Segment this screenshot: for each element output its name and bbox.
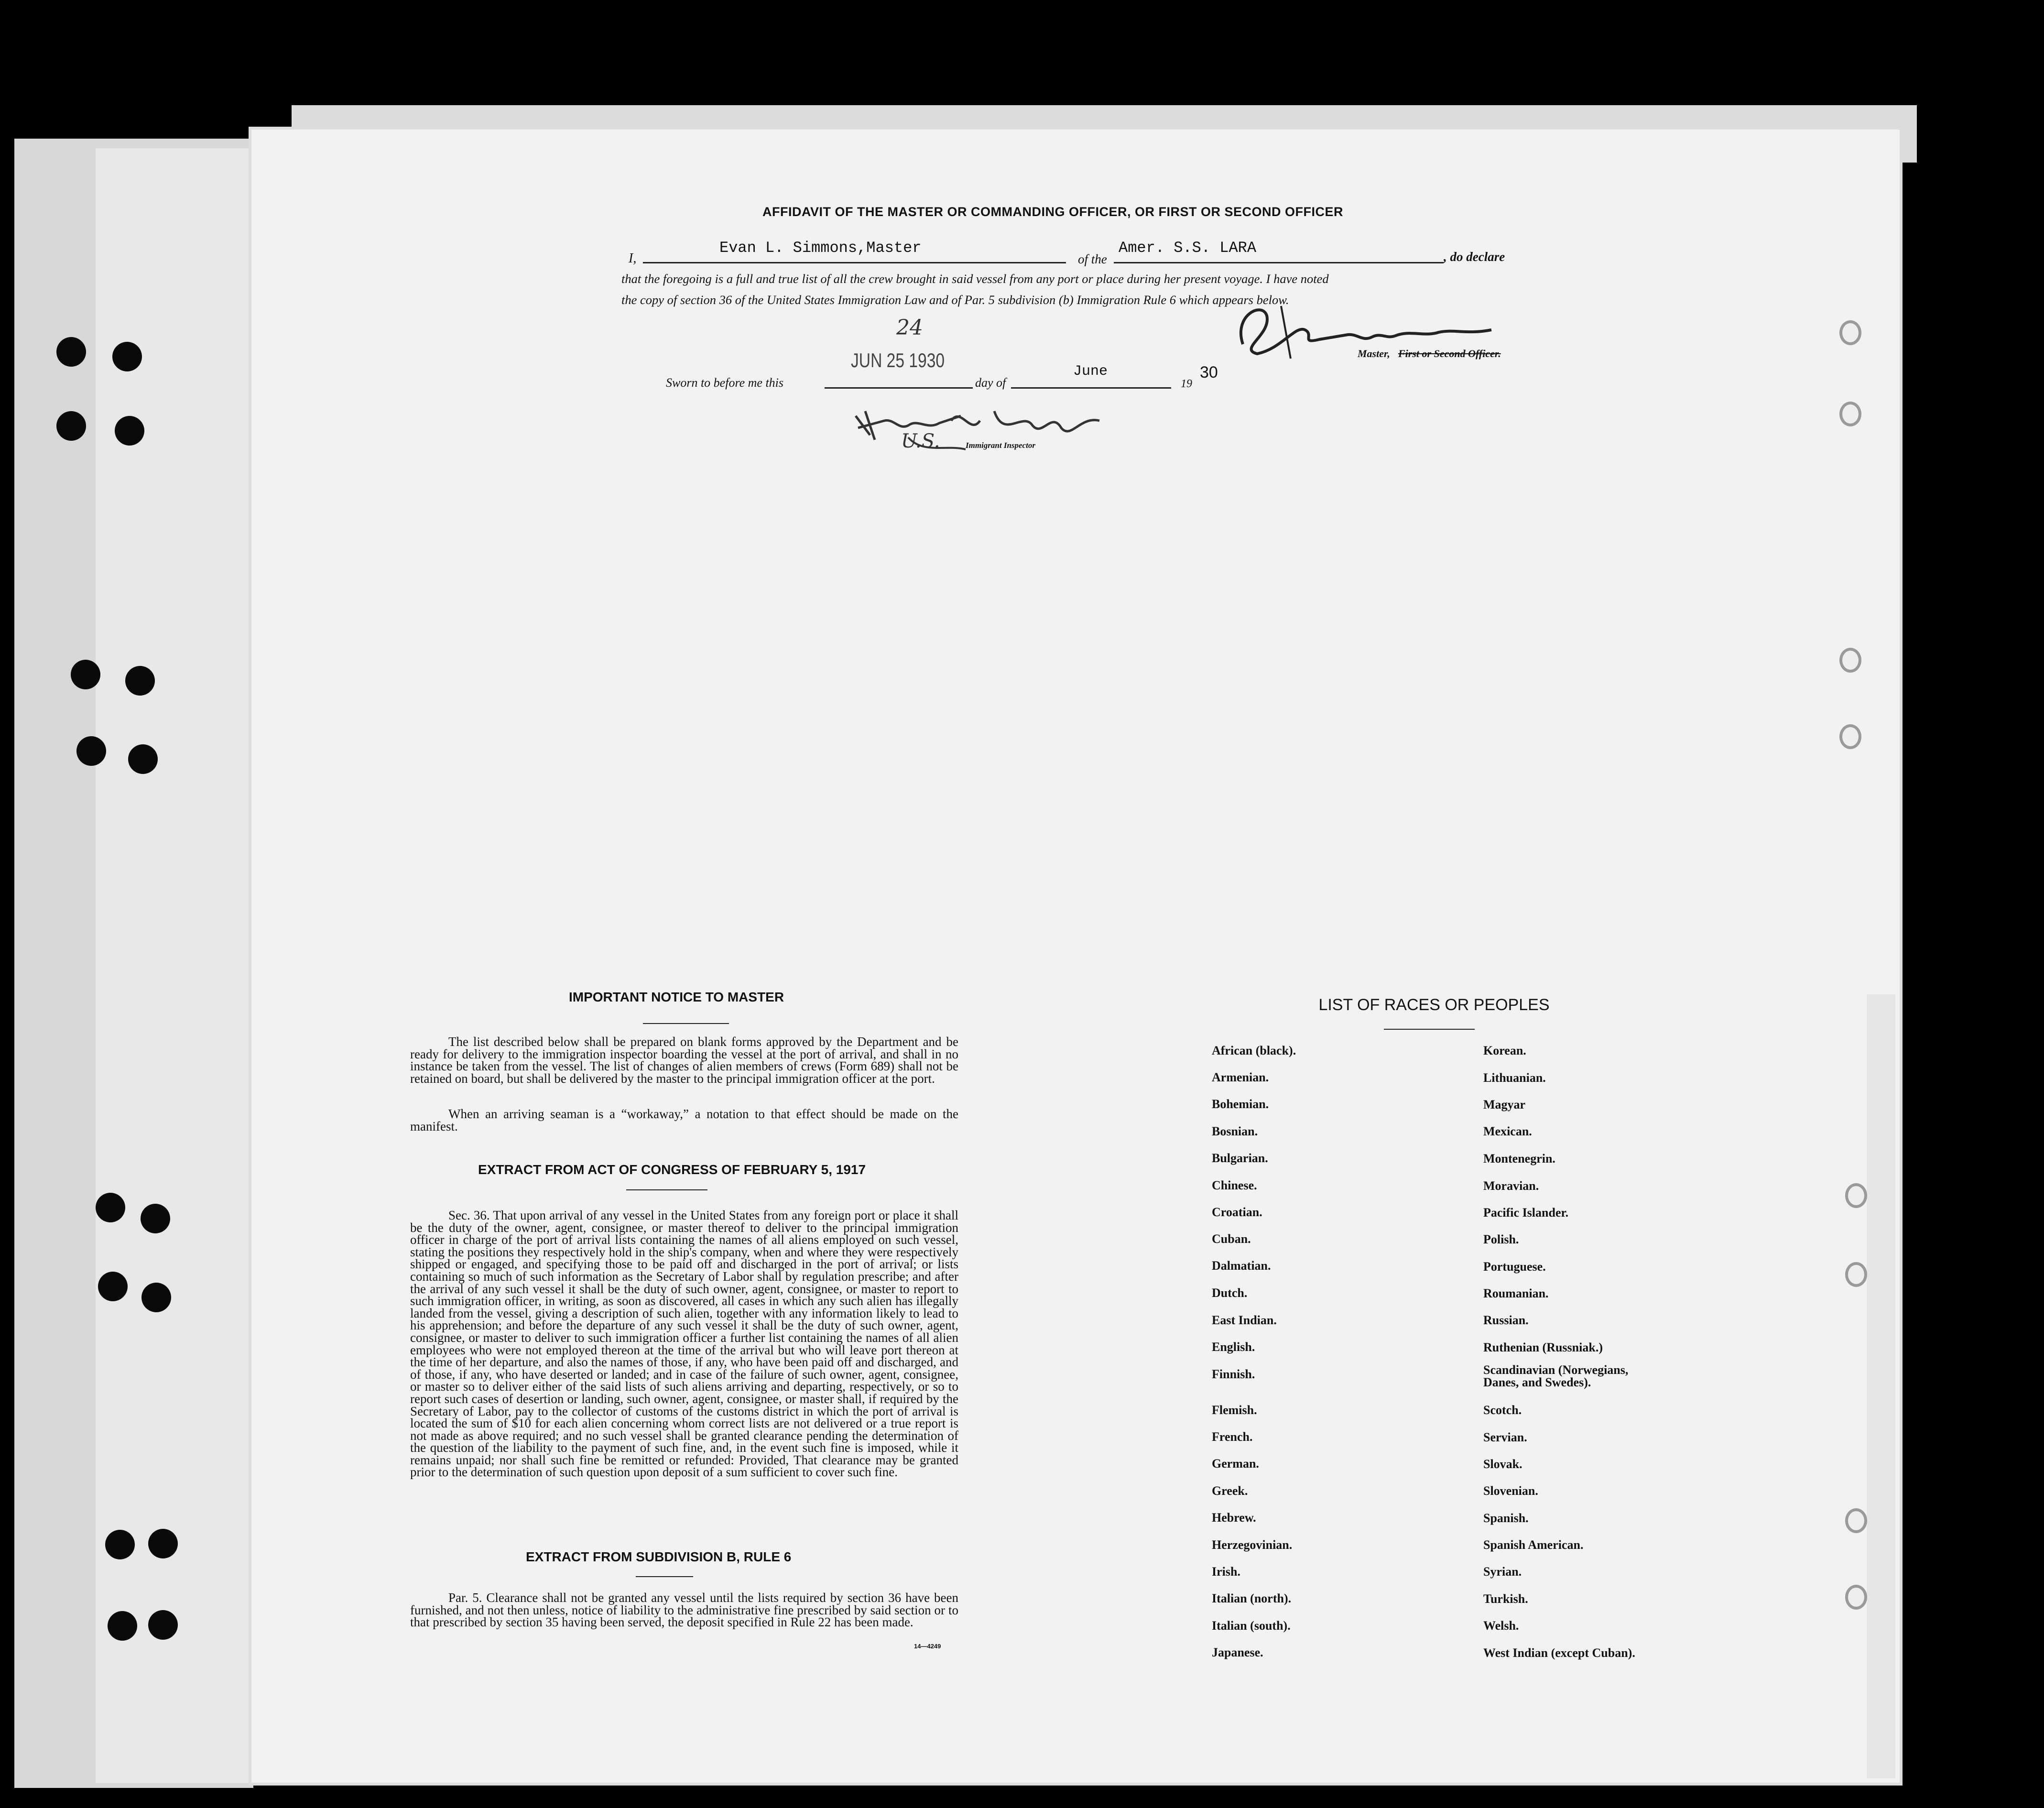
race-item: Bulgarian. bbox=[1212, 1151, 1268, 1165]
affidavit-line-2: that the foregoing is a full and true list of all the crew brought in said vessel from any port or place during her present voyage. I have noted bbox=[621, 272, 1329, 286]
extract-congress-rule bbox=[626, 1189, 707, 1190]
binder-ring bbox=[1845, 1508, 1867, 1533]
race-item: Flemish. bbox=[1212, 1403, 1257, 1417]
binder-hole bbox=[128, 744, 158, 774]
binder-ring bbox=[1839, 724, 1861, 749]
binder-hole bbox=[115, 416, 144, 446]
race-item: Greek. bbox=[1212, 1484, 1248, 1498]
affidavit-line-3: the copy of section 36 of the United States Immigration Law and of Par. 5 subdivision (b) Immigration Rule 6 which appears below. bbox=[621, 293, 1289, 307]
race-item: Slovenian. bbox=[1483, 1484, 1538, 1498]
race-item: Portuguese. bbox=[1483, 1260, 1546, 1274]
race-item: Finnish. bbox=[1212, 1367, 1255, 1381]
race-item: Slovak. bbox=[1483, 1457, 1522, 1471]
month-line bbox=[1011, 387, 1171, 389]
day-number-handwritten: 24 bbox=[896, 316, 923, 340]
month-value: June bbox=[1073, 363, 1108, 380]
form-number: 14—4249 bbox=[914, 1643, 941, 1650]
binder-ring bbox=[1845, 1262, 1867, 1287]
race-item: Cuban. bbox=[1212, 1232, 1251, 1246]
race-item: Herzegovinian. bbox=[1212, 1538, 1293, 1552]
binder-ring bbox=[1845, 1585, 1867, 1610]
vessel-line bbox=[1114, 262, 1444, 263]
race-item: Montenegrin. bbox=[1483, 1152, 1555, 1165]
date-stamp: JUN 25 1930 bbox=[851, 349, 945, 371]
race-item: Lithuanian. bbox=[1483, 1071, 1546, 1085]
race-item: Italian (north). bbox=[1212, 1591, 1292, 1605]
binder-hole bbox=[141, 1204, 170, 1233]
extract-rule-rule bbox=[636, 1576, 693, 1577]
master-caption: Master, bbox=[1358, 348, 1390, 359]
extract-rule-heading: EXTRACT FROM SUBDIVISION B, RULE 6 bbox=[526, 1549, 792, 1564]
do-declare-label: , do declare bbox=[1444, 250, 1505, 264]
binder-hole bbox=[148, 1529, 178, 1558]
race-item: Irish. bbox=[1212, 1565, 1240, 1579]
race-item: Moravian. bbox=[1483, 1179, 1539, 1193]
race-item: Korean. bbox=[1483, 1044, 1526, 1057]
binder-hole bbox=[56, 411, 86, 441]
inspector-caption: Immigrant Inspector bbox=[966, 441, 1035, 450]
extract-rule-text: Par. 5. Clearance shall not be granted any vessel until the lists required by section 36 have been furnished, and not then unless, notice of liability to the administrative fine prescribed by said section or to that prescribed by section 35 having been served, the deposit specified in Rule 22 has been made. bbox=[410, 1590, 958, 1630]
binder-hole bbox=[112, 342, 142, 371]
binder-ring bbox=[1839, 648, 1861, 673]
notice-paragraph-1: The list described below shall be prepared on blank forms approved by the Department and be ready for delivery to the immigration inspector boarding the vessel at the port of arrival, and shall in no instance be taken from the vessel. The list of changes of alien members of crews (Form 689) shall not be retained on board, but shall be delivered by the master to the principal immigration officer at the port. bbox=[410, 1035, 958, 1086]
day-line bbox=[825, 387, 973, 389]
race-item: Croatian. bbox=[1212, 1205, 1262, 1219]
race-item: Magyar bbox=[1483, 1098, 1526, 1111]
race-item: West Indian (except Cuban). bbox=[1483, 1646, 1635, 1660]
race-item: Turkish. bbox=[1483, 1592, 1528, 1606]
race-item: Russian. bbox=[1483, 1313, 1529, 1327]
race-item: Ruthenian (Russniak.) bbox=[1483, 1340, 1603, 1354]
extract-congress-text: Sec. 36. That upon arrival of any vessel in the United States from any foreign port or place it shall be the duty of the owner, agent, consignee, or master thereof to deliver to the principal immigration officer in charge of the port of arrival lists containing the names of all aliens employed on such vessel, stating the positions they respectively hold in the ship's company, when and where they were respectively shipped or engaged, and specifying those to be paid off and discharged in the port of arrival; or lists containing so much of such information as the Secretary of Labor shall by regulation prescribe; and after the arrival of any such vessel it shall be the duty of such owner, agent, consignee, or master to report to such immigration officer, in writing, as soon as discovered, all cases in which any such alien has illegally landed from the vessel, giving a description of such alien, together with any information likely to lead to his apprehension; and before the departure of any such vessel it shall be the duty of such owner, agent, consignee, or master to deliver to such immigration officer a further list containing the names of all alien employees who were not employed thereon at the time of the arrival but who will leave port thereon at the time of her departure, and also the names of those, if any, who have been paid off and discharged, and of those, if any, who have deserted or landed; and in case of the failure of such owner, agent, consignee, or master so to deliver either of the said lists of such aliens arriving and departing, respectively, or so to report such cases of desertion or landing, such owner, agent, consignee, or master shall, if required by the Secretary of Labor, pay to the collector of customs of the customs district in which the port of arrival is located the sum of $10 for each alien concerning whom correct lists are not delivered or a true report is not made as above required; and no such vessel shall be granted clearance pending the determination of the question of the liability to the payment of such fine, and, in the event such fine is imposed, while it remains unpaid; nor shall such fine be remitted or refunded: Provided, That clearance may be granted prior to the determination of such question upon deposit of a sum sufficient to cover such fine. bbox=[410, 1208, 958, 1480]
extract-congress-heading: EXTRACT FROM ACT OF CONGRESS OF FEBRUARY 5, 1917 bbox=[478, 1162, 866, 1177]
race-item: Polish. bbox=[1483, 1232, 1519, 1246]
race-item: Syrian. bbox=[1483, 1565, 1522, 1579]
races-rule bbox=[1384, 1029, 1475, 1030]
race-item: Servian. bbox=[1483, 1430, 1527, 1444]
declaration-prefix: I, bbox=[629, 251, 637, 266]
race-item: Scandinavian (Norwegians, Danes, and Swedes). bbox=[1483, 1363, 1629, 1389]
race-item: African (black). bbox=[1212, 1044, 1296, 1057]
races-heading: LIST OF RACES OR PEOPLES bbox=[1318, 996, 1550, 1014]
notice-paragraph-2: When an arriving seaman is a “workaway,” a notation to that effect should be made on the manifest. bbox=[410, 1107, 958, 1133]
race-item: Hebrew. bbox=[1212, 1511, 1256, 1525]
master-caption-struck: First or Second Officer. bbox=[1398, 348, 1501, 359]
binder-hole bbox=[108, 1611, 137, 1641]
affidavit-title: AFFIDAVIT OF THE MASTER OR COMMANDING OFFICER, OR FIRST OR SECOND OFFICER bbox=[762, 205, 1343, 219]
race-item: French. bbox=[1212, 1430, 1253, 1444]
binder-hole bbox=[125, 666, 155, 696]
page-right-edge bbox=[1867, 994, 1895, 1778]
of-the-label: of the bbox=[1078, 252, 1107, 266]
binder-hole bbox=[56, 337, 86, 367]
vessel-name: Amer. S.S. LARA bbox=[1119, 239, 1257, 257]
race-item: Roumanian. bbox=[1483, 1286, 1549, 1300]
race-item: Bohemian. bbox=[1212, 1097, 1269, 1111]
race-item: Italian (south). bbox=[1212, 1619, 1291, 1633]
race-item: East Indian. bbox=[1212, 1313, 1277, 1327]
binder-hole bbox=[76, 736, 106, 766]
race-item: Pacific Islander. bbox=[1483, 1206, 1569, 1220]
race-item: Bosnian. bbox=[1212, 1124, 1258, 1138]
race-item: Spanish American. bbox=[1483, 1538, 1584, 1552]
year-value: 30 bbox=[1200, 363, 1218, 381]
binder-hole bbox=[141, 1283, 171, 1312]
inspector-initials: U.S. bbox=[901, 430, 940, 452]
binder-hole bbox=[105, 1530, 135, 1559]
race-item: Chinese. bbox=[1212, 1178, 1257, 1192]
race-item: Dutch. bbox=[1212, 1286, 1248, 1300]
race-item: Dalmatian. bbox=[1212, 1259, 1271, 1273]
race-item: English. bbox=[1212, 1340, 1255, 1354]
binder-ring bbox=[1839, 320, 1861, 345]
race-item: Mexican. bbox=[1483, 1124, 1532, 1138]
binder-hole bbox=[148, 1610, 178, 1640]
race-item: German. bbox=[1212, 1457, 1259, 1470]
binder-hole bbox=[96, 1193, 125, 1222]
declarant-line bbox=[643, 262, 1066, 263]
race-item: Spanish. bbox=[1483, 1511, 1529, 1525]
notice-heading: IMPORTANT NOTICE TO MASTER bbox=[569, 990, 784, 1004]
race-item: Armenian. bbox=[1212, 1070, 1269, 1084]
race-item: Welsh. bbox=[1483, 1619, 1519, 1633]
binder-ring bbox=[1845, 1183, 1867, 1208]
binder-hole bbox=[98, 1272, 128, 1301]
sworn-label: Sworn to before me this bbox=[666, 376, 784, 390]
race-item: Scotch. bbox=[1483, 1403, 1522, 1417]
notice-rule bbox=[643, 1023, 729, 1024]
declarant-name: Evan L. Simmons,Master bbox=[719, 239, 922, 257]
year-prefix: 19 bbox=[1181, 378, 1192, 390]
binder-ring bbox=[1839, 402, 1861, 426]
race-item: Japanese. bbox=[1212, 1645, 1263, 1659]
day-of-label: day of bbox=[975, 376, 1006, 390]
binder-hole bbox=[71, 660, 100, 689]
